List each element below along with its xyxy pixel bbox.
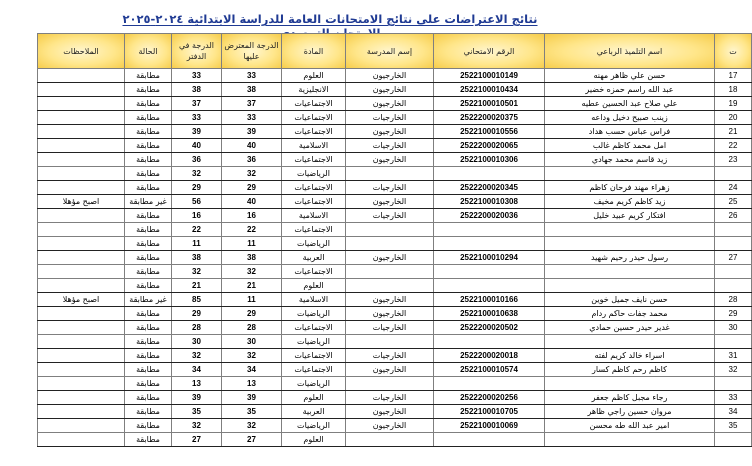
cell-status: مطابقة (125, 265, 172, 279)
cell-subject: الانجليزية (282, 83, 346, 97)
table-row (38, 321, 752, 335)
cell-exam-no: 2522200020345 (434, 181, 545, 195)
table-row (38, 265, 752, 279)
cell-book-grade: 38 (172, 83, 222, 97)
header-exam-no: الرقم الامتحاني (434, 34, 545, 69)
cell-notes (38, 97, 125, 111)
cell-seq (715, 433, 752, 447)
cell-school (346, 279, 434, 293)
cell-objected-grade: 11 (222, 293, 282, 307)
cell-book-grade: 37 (172, 97, 222, 111)
cell-exam-no: 2522100010308 (434, 195, 545, 209)
cell-seq: 31 (715, 349, 752, 363)
cell-book-grade: 32 (172, 349, 222, 363)
cell-exam-no: 2522100010069 (434, 419, 545, 433)
cell-exam-no: 2522100010294 (434, 251, 545, 265)
header-objected-grade: الدرجة المعترض عليها (222, 34, 282, 69)
cell-exam-no: 2522100010149 (434, 69, 545, 83)
table-row (38, 195, 752, 209)
cell-status: مطابقة (125, 335, 172, 349)
cell-book-grade: 32 (172, 419, 222, 433)
cell-status: مطابقة (125, 349, 172, 363)
cell-name: فراس عباس حسب هداد (545, 125, 715, 139)
table-row (38, 83, 752, 97)
cell-objected-grade: 29 (222, 181, 282, 195)
cell-name: كاظم رحم كاظم كسار (545, 363, 715, 377)
header-name: اسم التلميذ الرباعي (545, 34, 715, 69)
cell-name (545, 377, 715, 391)
cell-notes (38, 223, 125, 237)
cell-school: الخارجيات (346, 209, 434, 223)
cell-school (346, 265, 434, 279)
cell-subject: العلوم (282, 279, 346, 293)
cell-school (346, 223, 434, 237)
cell-name: زيد قاسم محمد جهادي (545, 153, 715, 167)
cell-notes: اصبح مؤهلا (38, 195, 125, 209)
header-subject: المادة (282, 34, 346, 69)
cell-school: الخارجيون (346, 405, 434, 419)
table-row (38, 69, 752, 83)
results-table (37, 33, 752, 447)
cell-name (545, 265, 715, 279)
cell-status: مطابقة (125, 279, 172, 293)
cell-subject: الاجتماعيات (282, 181, 346, 195)
cell-seq (715, 167, 752, 181)
cell-name: رجاء مجبل كاظم جعفر (545, 391, 715, 405)
cell-objected-grade: 33 (222, 111, 282, 125)
cell-objected-grade: 39 (222, 391, 282, 405)
cell-name (545, 335, 715, 349)
cell-school: الخارجيون (346, 419, 434, 433)
cell-subject: الرياضيات (282, 419, 346, 433)
cell-status: مطابقة (125, 83, 172, 97)
cell-objected-grade: 13 (222, 377, 282, 391)
table-row (38, 391, 752, 405)
cell-name: عبد الله راسم حمزه خضير (545, 83, 715, 97)
cell-seq: 30 (715, 321, 752, 335)
cell-book-grade: 11 (172, 237, 222, 251)
cell-seq: 21 (715, 125, 752, 139)
cell-book-grade: 34 (172, 363, 222, 377)
table-row (38, 335, 752, 349)
table-row (38, 181, 752, 195)
cell-notes (38, 153, 125, 167)
cell-notes (38, 419, 125, 433)
cell-exam-no: 2522100010166 (434, 293, 545, 307)
cell-notes (38, 391, 125, 405)
cell-subject: العلوم (282, 391, 346, 405)
cell-notes (38, 111, 125, 125)
header-school: إسم المدرسة (346, 34, 434, 69)
table-row (38, 251, 752, 265)
cell-book-grade: 32 (172, 265, 222, 279)
cell-status: مطابقة (125, 391, 172, 405)
cell-subject: الرياضيات (282, 237, 346, 251)
table-body (38, 69, 752, 447)
cell-status: مطابقة (125, 223, 172, 237)
cell-exam-no: 2522200020036 (434, 209, 545, 223)
cell-exam-no: 2522100010306 (434, 153, 545, 167)
cell-notes (38, 181, 125, 195)
cell-exam-no: 2522100010705 (434, 405, 545, 419)
cell-objected-grade: 40 (222, 195, 282, 209)
cell-subject: الاجتماعيات (282, 125, 346, 139)
cell-notes (38, 83, 125, 97)
cell-name: زهراء مهند فرحان كاظم (545, 181, 715, 195)
cell-exam-no: 2522200020018 (434, 349, 545, 363)
cell-notes (38, 363, 125, 377)
cell-status: مطابقة (125, 321, 172, 335)
table-row (38, 307, 752, 321)
cell-seq (715, 335, 752, 349)
cell-school: الخارجيون (346, 251, 434, 265)
cell-subject: الاجتماعيات (282, 153, 346, 167)
table-row (38, 139, 752, 153)
cell-school: الخارجيون (346, 125, 434, 139)
header-book-grade: الدرجة في الدفتر (172, 34, 222, 69)
table-row (38, 223, 752, 237)
cell-subject: الرياضيات (282, 335, 346, 349)
cell-seq (715, 265, 752, 279)
cell-book-grade: 28 (172, 321, 222, 335)
header-seq: ت (715, 34, 752, 69)
cell-book-grade: 22 (172, 223, 222, 237)
cell-name: امير عبد الله طه محسن (545, 419, 715, 433)
cell-name: زيد كاظم كريم مخيف (545, 195, 715, 209)
cell-status: مطابقة (125, 125, 172, 139)
cell-name: افتكار كريم عبيد خليل (545, 209, 715, 223)
cell-notes (38, 279, 125, 293)
cell-exam-no: 2522200020375 (434, 111, 545, 125)
cell-status: مطابقة (125, 69, 172, 83)
cell-objected-grade: 40 (222, 139, 282, 153)
cell-seq: 35 (715, 419, 752, 433)
table-row (38, 419, 752, 433)
header-notes: الملاحظات (38, 34, 125, 69)
cell-seq: 18 (715, 83, 752, 97)
cell-exam-no: 2522100010574 (434, 363, 545, 377)
table-row (38, 363, 752, 377)
cell-objected-grade: 28 (222, 321, 282, 335)
cell-status: غير مطابقة (125, 293, 172, 307)
cell-notes (38, 377, 125, 391)
cell-objected-grade: 11 (222, 237, 282, 251)
cell-subject: الاسلامية (282, 209, 346, 223)
cell-status: مطابقة (125, 251, 172, 265)
cell-subject: الاجتماعيات (282, 321, 346, 335)
table-row (38, 433, 752, 447)
cell-school: الخارجيون (346, 69, 434, 83)
cell-seq: 27 (715, 251, 752, 265)
cell-name: محمد جفات حاكم ردام (545, 307, 715, 321)
cell-objected-grade: 30 (222, 335, 282, 349)
cell-exam-no: 2522100010556 (434, 125, 545, 139)
cell-book-grade: 32 (172, 167, 222, 181)
cell-seq: 22 (715, 139, 752, 153)
table-row (38, 237, 752, 251)
cell-exam-no: 2522200020065 (434, 139, 545, 153)
cell-name: حسن علي ظاهر مهنه (545, 69, 715, 83)
cell-name: غدير حيدر حسين حمادي (545, 321, 715, 335)
cell-name (545, 167, 715, 181)
cell-subject: العلوم (282, 69, 346, 83)
cell-book-grade: 16 (172, 209, 222, 223)
table-row (38, 279, 752, 293)
cell-seq (715, 237, 752, 251)
cell-objected-grade: 32 (222, 167, 282, 181)
cell-notes (38, 69, 125, 83)
cell-seq: 29 (715, 307, 752, 321)
cell-notes (38, 125, 125, 139)
cell-objected-grade: 32 (222, 349, 282, 363)
cell-status: مطابقة (125, 139, 172, 153)
cell-name: امل محمد كاظم غالب (545, 139, 715, 153)
table-row (38, 349, 752, 363)
cell-notes: اصبح مؤهلا (38, 293, 125, 307)
cell-school: الخارجيات (346, 391, 434, 405)
cell-status: مطابقة (125, 97, 172, 111)
cell-status: مطابقة (125, 307, 172, 321)
cell-objected-grade: 35 (222, 405, 282, 419)
cell-objected-grade: 36 (222, 153, 282, 167)
cell-school: الخارجيون (346, 195, 434, 209)
cell-status: مطابقة (125, 167, 172, 181)
table-row (38, 153, 752, 167)
cell-seq: 19 (715, 97, 752, 111)
cell-subject: الاسلامية (282, 293, 346, 307)
cell-book-grade: 39 (172, 391, 222, 405)
cell-subject: الاجتماعيات (282, 363, 346, 377)
cell-status: مطابقة (125, 209, 172, 223)
cell-subject: العربية (282, 251, 346, 265)
cell-subject: الرياضيات (282, 377, 346, 391)
cell-school: الخارجيون (346, 83, 434, 97)
cell-objected-grade: 16 (222, 209, 282, 223)
cell-notes (38, 335, 125, 349)
cell-name: رسول حيدر رحيم شهيد (545, 251, 715, 265)
cell-seq: 20 (715, 111, 752, 125)
cell-subject: الرياضيات (282, 167, 346, 181)
cell-exam-no: 2522100010638 (434, 307, 545, 321)
cell-objected-grade: 32 (222, 265, 282, 279)
cell-status: مطابقة (125, 363, 172, 377)
cell-book-grade: 29 (172, 181, 222, 195)
cell-notes (38, 209, 125, 223)
cell-status: مطابقة (125, 377, 172, 391)
cell-exam-no (434, 167, 545, 181)
cell-exam-no (434, 377, 545, 391)
cell-objected-grade: 33 (222, 69, 282, 83)
cell-school: الخارجيات (346, 111, 434, 125)
table-row (38, 111, 752, 125)
cell-exam-no (434, 223, 545, 237)
cell-name (545, 223, 715, 237)
cell-name: زينب صبيح دخيل وداعه (545, 111, 715, 125)
cell-notes (38, 139, 125, 153)
cell-name: علي صلاح عبد الحسين عطيه (545, 97, 715, 111)
cell-school: الخارجيون (346, 293, 434, 307)
cell-seq: 34 (715, 405, 752, 419)
cell-objected-grade: 22 (222, 223, 282, 237)
cell-exam-no: 2522200020502 (434, 321, 545, 335)
cell-seq: 32 (715, 363, 752, 377)
cell-notes (38, 433, 125, 447)
cell-name (545, 279, 715, 293)
cell-book-grade: 30 (172, 335, 222, 349)
cell-book-grade: 36 (172, 153, 222, 167)
header-row (38, 34, 752, 69)
cell-notes (38, 251, 125, 265)
cell-school (346, 167, 434, 181)
cell-school: الخارجيات (346, 181, 434, 195)
cell-status: مطابقة (125, 111, 172, 125)
cell-school: الخارجيات (346, 139, 434, 153)
cell-subject: الرياضيات (282, 307, 346, 321)
cell-name: اسراء خالد كريم لفته (545, 349, 715, 363)
cell-school: الخارجيات (346, 321, 434, 335)
cell-school: الخارجيون (346, 307, 434, 321)
cell-book-grade: 33 (172, 69, 222, 83)
cell-school: الخارجيون (346, 153, 434, 167)
cell-notes (38, 167, 125, 181)
cell-school: الخارجيون (346, 363, 434, 377)
cell-seq: 26 (715, 209, 752, 223)
cell-book-grade: 21 (172, 279, 222, 293)
cell-book-grade: 35 (172, 405, 222, 419)
cell-subject: الاجتماعيات (282, 265, 346, 279)
table-row (38, 377, 752, 391)
cell-objected-grade: 39 (222, 125, 282, 139)
cell-notes (38, 321, 125, 335)
table-row (38, 125, 752, 139)
cell-exam-no (434, 433, 545, 447)
cell-notes (38, 237, 125, 251)
cell-book-grade: 39 (172, 125, 222, 139)
cell-objected-grade: 34 (222, 363, 282, 377)
cell-status: مطابقة (125, 181, 172, 195)
cell-school (346, 237, 434, 251)
cell-objected-grade: 32 (222, 419, 282, 433)
cell-book-grade: 85 (172, 293, 222, 307)
cell-name: مروان حسين راجي ظاهر (545, 405, 715, 419)
cell-book-grade: 38 (172, 251, 222, 265)
cell-status: غير مطابقة (125, 195, 172, 209)
cell-school: الخارجيون (346, 97, 434, 111)
cell-exam-no (434, 279, 545, 293)
cell-subject: العربية (282, 405, 346, 419)
cell-name (545, 237, 715, 251)
cell-exam-no: 2522200020256 (434, 391, 545, 405)
cell-seq: 25 (715, 195, 752, 209)
cell-exam-no: 2522100010501 (434, 97, 545, 111)
cell-subject: الاجتماعيات (282, 223, 346, 237)
cell-name: حسن نايف جميل خوين (545, 293, 715, 307)
cell-notes (38, 307, 125, 321)
cell-status: مطابقة (125, 237, 172, 251)
cell-seq: 28 (715, 293, 752, 307)
page-title: نتائج الاعتراضات على نتائج الامتحانات العامة للدراسة الابتدائية ٢٠٢٤-٢٠٢٥ (122, 12, 538, 26)
cell-seq (715, 279, 752, 293)
table-row (38, 209, 752, 223)
cell-seq (715, 377, 752, 391)
cell-book-grade: 27 (172, 433, 222, 447)
cell-seq: 17 (715, 69, 752, 83)
cell-objected-grade: 38 (222, 251, 282, 265)
cell-status: مطابقة (125, 419, 172, 433)
table-row (38, 405, 752, 419)
cell-objected-grade: 38 (222, 83, 282, 97)
cell-status: مطابقة (125, 433, 172, 447)
cell-book-grade: 40 (172, 139, 222, 153)
cell-book-grade: 33 (172, 111, 222, 125)
cell-school: الخارجيات (346, 349, 434, 363)
header-status: الحالة (125, 34, 172, 69)
cell-school (346, 377, 434, 391)
cell-subject: الاجتماعيات (282, 349, 346, 363)
cell-exam-no: 2522100010434 (434, 83, 545, 97)
cell-book-grade: 56 (172, 195, 222, 209)
table-row (38, 167, 752, 181)
cell-subject: العلوم (282, 433, 346, 447)
cell-status: مطابقة (125, 153, 172, 167)
cell-subject: الاسلامية (282, 139, 346, 153)
cell-book-grade: 13 (172, 377, 222, 391)
cell-exam-no (434, 237, 545, 251)
cell-objected-grade: 21 (222, 279, 282, 293)
cell-exam-no (434, 335, 545, 349)
cell-seq: 23 (715, 153, 752, 167)
cell-name (545, 433, 715, 447)
cell-notes (38, 265, 125, 279)
cell-seq (715, 223, 752, 237)
cell-notes (38, 405, 125, 419)
cell-seq: 24 (715, 181, 752, 195)
cell-status: مطابقة (125, 405, 172, 419)
cell-school (346, 335, 434, 349)
cell-subject: الاجتماعيات (282, 195, 346, 209)
table-row (38, 293, 752, 307)
cell-objected-grade: 29 (222, 307, 282, 321)
cell-objected-grade: 37 (222, 97, 282, 111)
cell-book-grade: 29 (172, 307, 222, 321)
table-row (38, 97, 752, 111)
cell-seq: 33 (715, 391, 752, 405)
cell-notes (38, 349, 125, 363)
cell-exam-no (434, 265, 545, 279)
cell-school (346, 433, 434, 447)
cell-subject: الاجتماعيات (282, 97, 346, 111)
cell-objected-grade: 27 (222, 433, 282, 447)
cell-subject: الاجتماعيات (282, 111, 346, 125)
